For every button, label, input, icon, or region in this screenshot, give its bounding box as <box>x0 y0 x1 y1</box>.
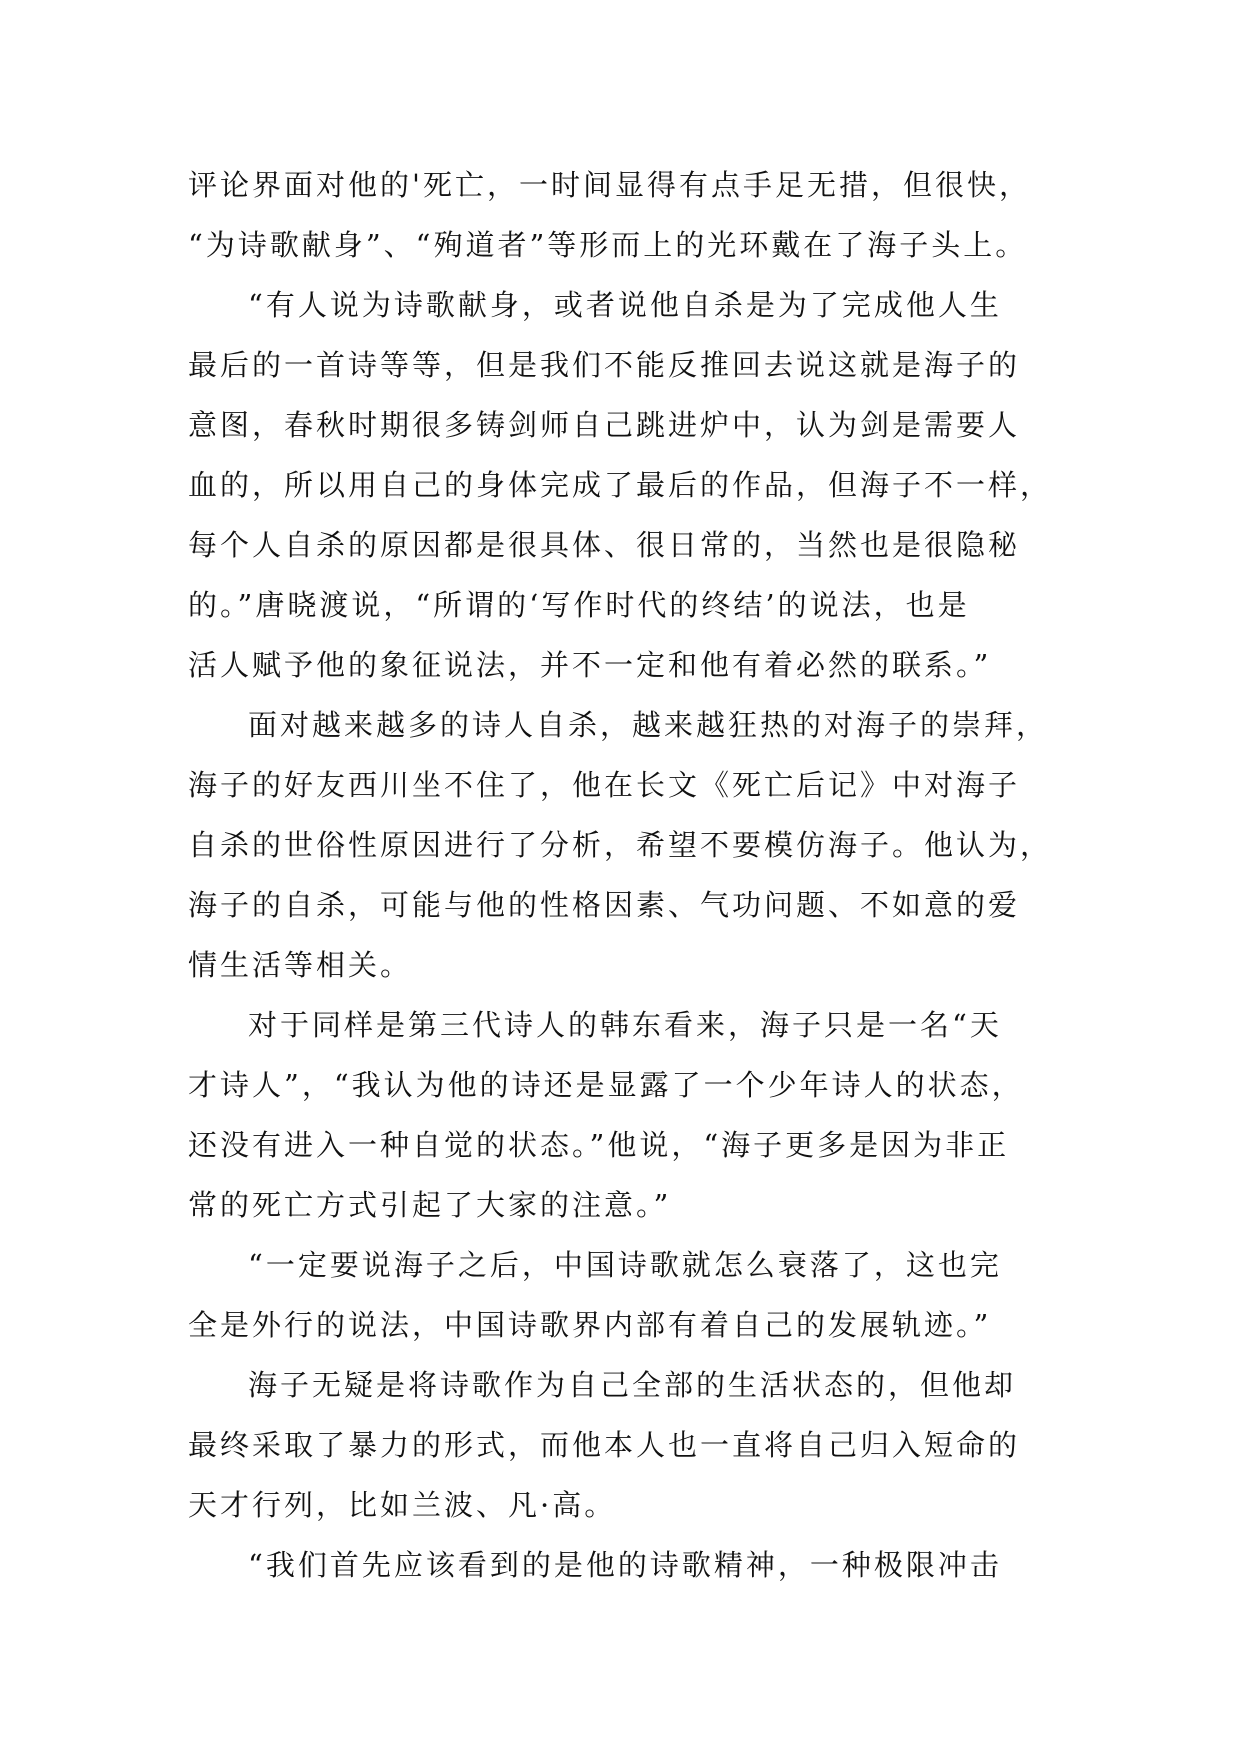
text-line: 血的，所以用自己的身体完成了最后的作品，但海子不一样， <box>188 468 1053 502</box>
text-line: 的。”唐晓渡说，“所谓的‘写作时代的终结’的说法，也是 <box>188 588 970 622</box>
text-line: “有人说为诗歌献身，或者说他自杀是为了完成他人生 <box>248 288 1002 322</box>
text-line: 情生活等相关。 <box>188 948 413 982</box>
text-line: “我们首先应该看到的是他的诗歌精神，一种极限冲击 <box>248 1548 1002 1582</box>
text-line: 海子的自杀，可能与他的性格因素、气功问题、不如意的爱 <box>188 888 1021 922</box>
text-line: 还没有进入一种自觉的状态。”他说，“海子更多是因为非正 <box>188 1128 1010 1162</box>
text-line: 常的死亡方式引起了大家的注意。” <box>188 1188 672 1222</box>
text-line: 最终采取了暴力的形式，而他本人也一直将自己归入短命的 <box>188 1428 1021 1462</box>
text-line: 面对越来越多的诗人自杀，越来越狂热的对海子的崇拜， <box>248 708 1049 742</box>
text-line: 对于同样是第三代诗人的韩东看来，海子只是一名“天 <box>248 1008 1002 1042</box>
text-line: 最后的一首诗等等，但是我们不能反推回去说这就是海子的 <box>188 348 1021 382</box>
text-line: 评论界面对他的'死亡，一时间显得有点手足无措，但很快， <box>188 168 1031 202</box>
text-line: “为诗歌献身”、“殉道者”等形而上的光环戴在了海子头上。 <box>188 228 1028 262</box>
text-line: 海子的好友西川坐不住了，他在长文《死亡后记》中对海子 <box>188 768 1021 802</box>
text-line: 每个人自杀的原因都是很具体、很日常的，当然也是很隐秘 <box>188 528 1021 562</box>
text-line: “一定要说海子之后，中国诗歌就怎么衰落了，这也完 <box>248 1248 1002 1282</box>
text-line: 自杀的世俗性原因进行了分析，希望不要模仿海子。他认为， <box>188 828 1053 862</box>
text-line: 活人赋予他的象征说法，并不一定和他有着必然的联系。” <box>188 648 992 682</box>
text-line: 意图，春秋时期很多铸剑师自己跳进炉中，认为剑是需要人 <box>188 408 1021 442</box>
text-line: 才诗人”，“我认为他的诗还是显露了一个少年诗人的状态， <box>188 1068 1024 1102</box>
text-line: 海子无疑是将诗歌作为自己全部的生活状态的，但他却 <box>248 1368 1017 1402</box>
body-text <box>188 155 1088 1595</box>
text-line: 全是外行的说法，中国诗歌界内部有着自己的发展轨迹。” <box>188 1308 992 1342</box>
text-line: 天才行列，比如兰波、凡·高。 <box>188 1488 617 1522</box>
